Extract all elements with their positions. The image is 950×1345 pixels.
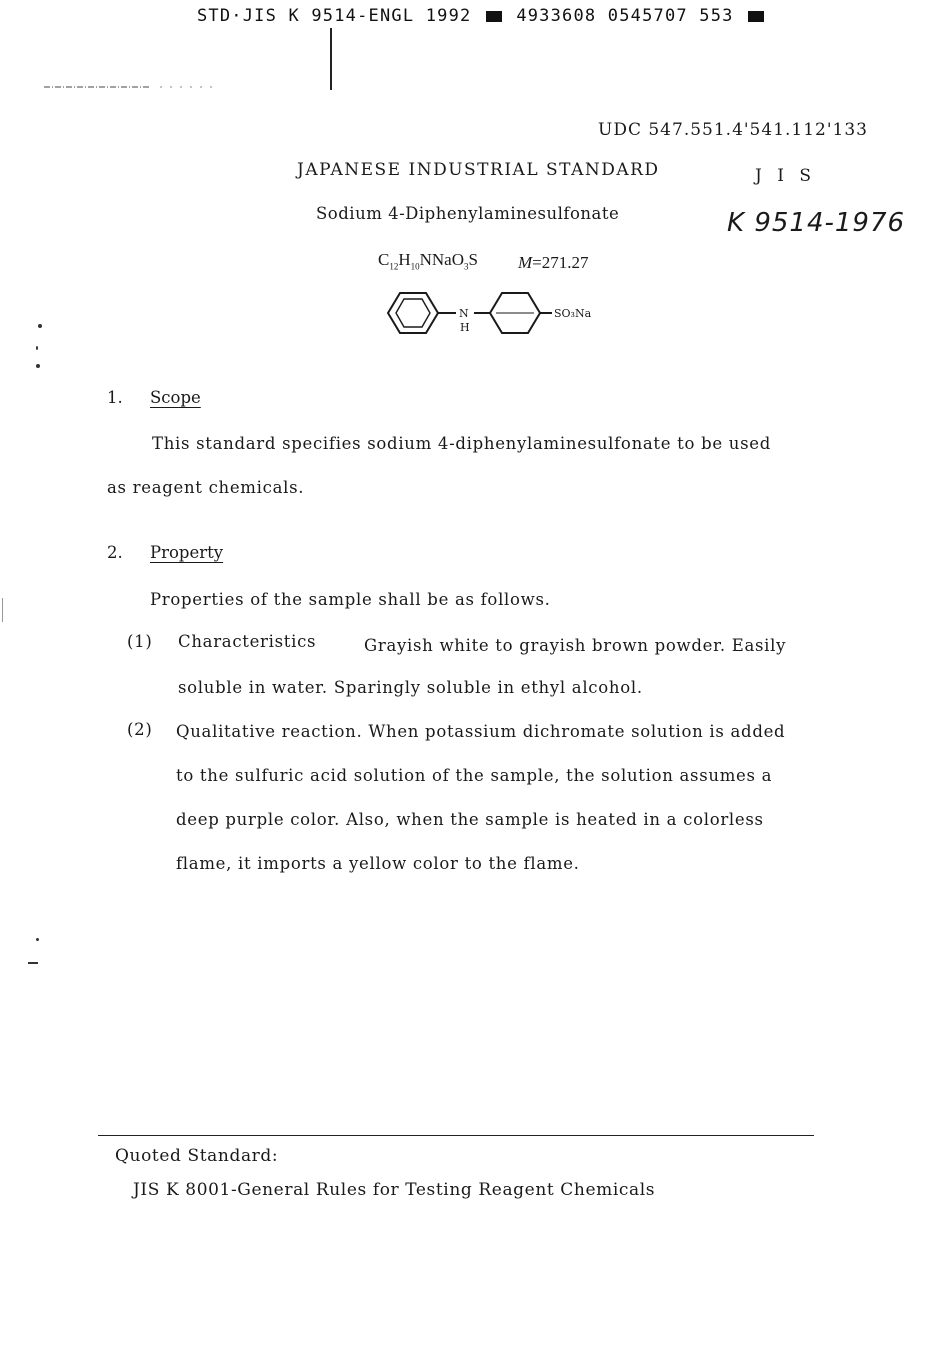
structural-formula-diagram bbox=[380, 285, 620, 345]
section-2-title: Property bbox=[150, 543, 224, 562]
scan-speck bbox=[2, 598, 3, 622]
scope-line-2: as reagent chemicals. bbox=[107, 478, 305, 497]
section-2-number: 2. bbox=[107, 543, 123, 562]
scope-line-1: This standard specifies sodium 4-diphenylaminesulfonate to be used bbox=[152, 434, 771, 453]
udc-code: UDC 547.551.4'541.112'133 bbox=[598, 120, 868, 140]
sulfonate-group-label: SO₃Na bbox=[554, 307, 592, 320]
item-2-line-3: deep purple color. Also, when the sample is heated in a colorless bbox=[176, 810, 764, 829]
quoted-standard-item: JIS K 8001-General Rules for Testing Reagent Chemicals bbox=[133, 1180, 656, 1200]
scan-speck bbox=[36, 364, 40, 368]
code-block-mark bbox=[486, 11, 502, 22]
nitrogen-label: N bbox=[459, 307, 469, 320]
item-1-label: (1) bbox=[127, 632, 153, 651]
scan-artifact-marks bbox=[0, 20, 400, 100]
scan-speck bbox=[36, 938, 39, 941]
code-line-part-2: 4933608 0545707 553 bbox=[516, 6, 734, 26]
item-2-label: (2) bbox=[127, 720, 153, 739]
scan-speck bbox=[36, 346, 38, 350]
item-1-line-2: soluble in water. Sparingly soluble in ethyl alcohol. bbox=[178, 678, 643, 697]
document-subject: Sodium 4-Diphenylaminesulfonate bbox=[316, 204, 620, 223]
section-1-number: 1. bbox=[107, 388, 123, 407]
handwritten-standard-number: K 9514-1976 bbox=[727, 208, 906, 238]
quoted-standard-title: Quoted Standard: bbox=[115, 1146, 279, 1166]
property-intro: Properties of the sample shall be as follows. bbox=[150, 590, 551, 609]
chemical-formula: $C_{12}H_{10}NNaO_3S$ bbox=[378, 250, 478, 272]
hydrogen-label: H bbox=[460, 321, 470, 334]
molar-mass: M=271.27 bbox=[518, 253, 589, 272]
jis-label: J I S bbox=[755, 166, 816, 186]
item-1-heading: Characteristics bbox=[178, 632, 317, 651]
scan-speck bbox=[28, 962, 38, 964]
standard-title: JAPANESE INDUSTRIAL STANDARD bbox=[297, 160, 660, 180]
section-1-title: Scope bbox=[150, 388, 201, 407]
footer-divider bbox=[98, 1135, 814, 1136]
item-1-first-line: Grayish white to grayish brown powder. Easily bbox=[364, 636, 787, 655]
scan-speck bbox=[38, 324, 42, 328]
item-2-line-2: to the sulfuric acid solution of the sample, the solution assumes a bbox=[176, 766, 773, 785]
item-2-line-4: flame, it imports a yellow color to the flame. bbox=[176, 854, 580, 873]
code-line-part-1: STD·JIS K 9514-ENGL 1992 bbox=[197, 6, 472, 26]
code-block-mark bbox=[748, 11, 764, 22]
item-2-first-line: Qualitative reaction. When potassium dichromate solution is added bbox=[176, 722, 786, 741]
